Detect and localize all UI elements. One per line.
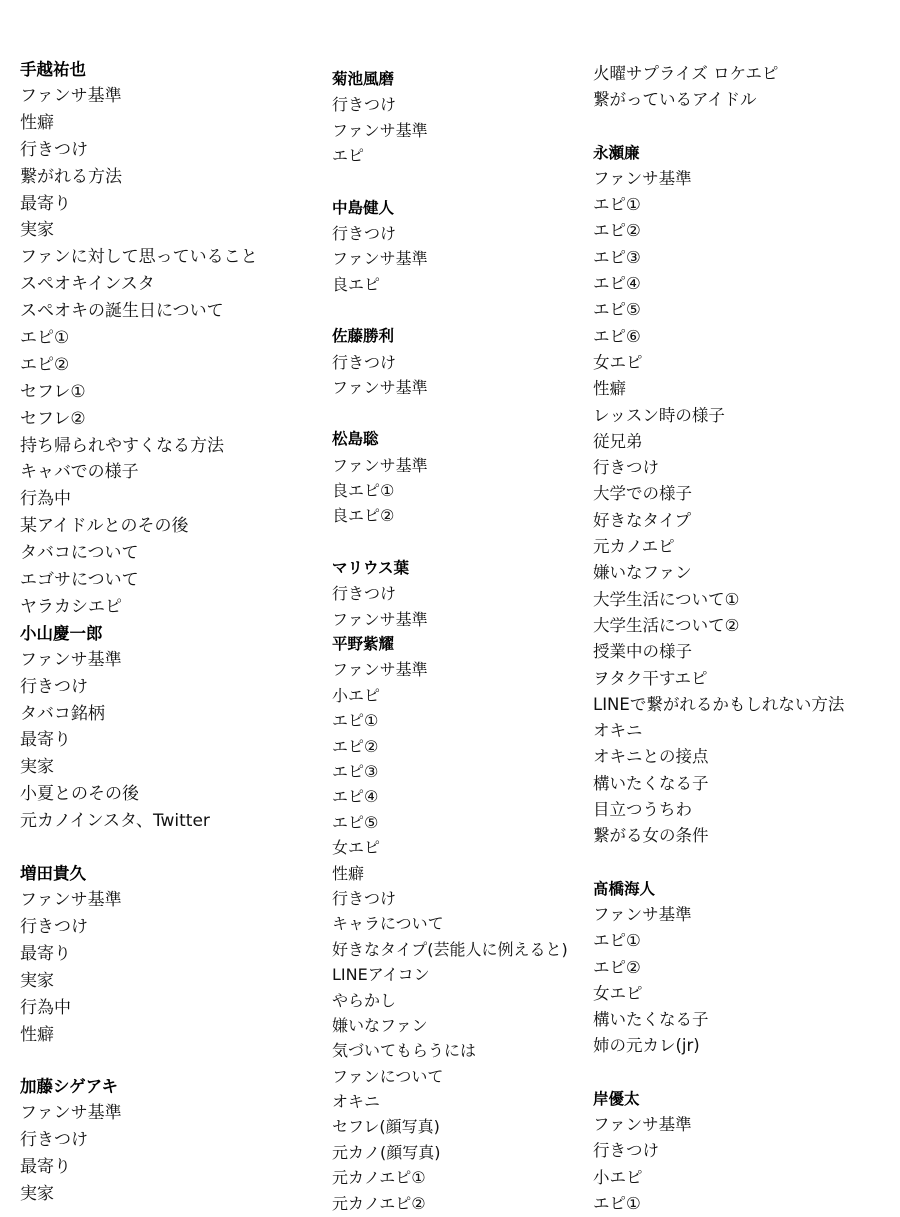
- list-item: 女エピ: [593, 352, 643, 372]
- member-name-heading: 加藤シゲアキ: [20, 1077, 119, 1097]
- list-item: エピ②: [593, 957, 641, 977]
- list-item: 行きつけ: [593, 458, 659, 478]
- list-item: オキニ: [593, 721, 643, 741]
- member-name-heading: 平野紫耀: [332, 635, 395, 654]
- list-item: オキニとの接点: [593, 747, 709, 767]
- list-item: 好きなタイプ(芸能人に例えると): [332, 939, 568, 959]
- list-item: ファンサ基準: [332, 377, 428, 397]
- list-item: 目立つうちわ: [593, 800, 692, 820]
- list-item: 構いたくなる子: [593, 1010, 709, 1030]
- list-item: 従兄弟: [593, 431, 643, 451]
- list-item: 行為中: [20, 489, 71, 510]
- list-item: エピ⑤: [332, 812, 379, 832]
- list-item: 良エピ: [332, 274, 381, 294]
- list-item: LINEで繋がれるかもしれない方法: [593, 694, 845, 714]
- list-item: ファンサ基準: [593, 904, 692, 924]
- list-item: ファンサ基準: [593, 1114, 692, 1134]
- list-item: 性癖: [20, 112, 54, 133]
- list-item: タバコについて: [20, 543, 139, 564]
- list-item: スペオキインスタ: [20, 274, 155, 295]
- list-item: エピ③: [332, 761, 379, 781]
- list-item: キャバでの様子: [20, 462, 139, 483]
- list-item: 繋がっているアイドル: [593, 90, 757, 110]
- list-item: 行きつけ: [20, 916, 88, 937]
- list-item: 大学生活について②: [593, 615, 740, 635]
- list-item: レッスン時の様子: [593, 405, 725, 425]
- member-name-heading: 松島聡: [332, 430, 379, 449]
- list-item: 行きつけ: [332, 223, 397, 243]
- list-item: 繋がる女の条件: [593, 826, 709, 846]
- list-item: ファンについて: [332, 1066, 444, 1086]
- list-item: ファンサ基準: [20, 649, 122, 670]
- list-item: 女エピ: [332, 838, 381, 858]
- list-item: 行きつけ: [593, 1141, 659, 1161]
- member-block-continued: [593, 61, 893, 114]
- list-item: 某アイドルとのその後: [20, 516, 189, 537]
- member-block-nakajima: [332, 196, 582, 298]
- member-block-tegoshi: [20, 57, 300, 621]
- list-item: ファンサ基準: [332, 660, 428, 680]
- member-name-heading: 岸優太: [593, 1089, 640, 1108]
- list-item: 元カノエピ: [593, 537, 675, 557]
- list-item: セフレ①: [20, 381, 86, 402]
- column-3: [593, 61, 893, 1217]
- list-item: 実家: [20, 220, 54, 241]
- member-name-heading: 髙橋海人: [593, 879, 656, 898]
- member-name-heading: 手越祐也: [20, 60, 86, 79]
- list-item: スペオキの誕生日について: [20, 301, 224, 322]
- member-block-kishi: [593, 1086, 893, 1217]
- list-item: 実家: [20, 757, 54, 778]
- list-item: 構いたくなる子: [593, 773, 709, 793]
- list-item: 嫌いなファン: [593, 563, 692, 583]
- list-item: 行為中: [20, 997, 71, 1018]
- list-item: 最寄り: [20, 730, 71, 751]
- list-item: エピ①: [593, 195, 641, 215]
- list-item: ファンサ基準: [332, 455, 428, 475]
- list-item: 実家: [20, 1184, 54, 1205]
- list-item: ファンサ基準: [332, 609, 428, 629]
- list-item: オキニ: [332, 1092, 381, 1112]
- list-item: 最寄り: [20, 1157, 71, 1178]
- list-item: エピ③: [593, 247, 641, 267]
- member-name-heading: 小山慶一郎: [20, 623, 103, 643]
- member-block-hirano: [332, 632, 582, 1216]
- list-item: キャラについて: [332, 914, 444, 934]
- list-item: ファンサ基準: [20, 1103, 122, 1124]
- list-item: 姉の元カレ(jr): [593, 1036, 700, 1056]
- list-item: 嫌いなファン: [332, 1015, 428, 1035]
- list-item: 行きつけ: [20, 139, 88, 160]
- list-item: ファンに対して思っていること: [20, 247, 258, 268]
- list-item: 火曜サプライズ ロケエピ: [593, 64, 779, 83]
- member-name-heading: 菊池風磨: [332, 70, 395, 88]
- list-item: エピ: [332, 146, 365, 166]
- list-item: エゴサについて: [20, 570, 139, 591]
- list-item: 行きつけ: [20, 1130, 88, 1151]
- list-item: 実家: [20, 970, 54, 991]
- list-item: 性癖: [593, 379, 626, 399]
- list-item: 元カノインスタ、Twitter: [20, 811, 210, 832]
- list-item: エピ②: [593, 221, 641, 241]
- list-item: 小エピ: [332, 685, 381, 705]
- list-item: LINEアイコン: [332, 965, 430, 985]
- list-item: エピ①: [593, 931, 641, 951]
- list-item: 最寄り: [20, 193, 71, 214]
- member-name-heading: 佐藤勝利: [332, 327, 395, 346]
- list-item: エピ①: [593, 1193, 641, 1213]
- member-block-nagase: [593, 140, 893, 850]
- list-item: エピ①: [20, 328, 70, 349]
- list-item: 元カノエピ②: [332, 1193, 426, 1213]
- column-2: [332, 67, 582, 1216]
- column-1: [20, 57, 300, 1208]
- list-item: ファンサ基準: [332, 120, 428, 140]
- list-item: 行きつけ: [332, 584, 397, 604]
- member-block-koyama: [20, 621, 300, 835]
- member-block-matsushima: [332, 427, 582, 529]
- list-item: エピ①: [332, 711, 379, 731]
- list-item: 小エピ: [593, 1167, 643, 1187]
- list-item: 大学生活について①: [593, 589, 740, 609]
- list-item: 好きなタイプ: [593, 510, 692, 530]
- list-item: 最寄り: [20, 943, 71, 964]
- member-block-kato: [20, 1074, 300, 1208]
- list-item: セフレ②: [20, 408, 86, 429]
- list-item: 大学での様子: [593, 484, 692, 504]
- list-item: 性癖: [20, 1024, 54, 1045]
- list-item: 行きつけ: [332, 95, 397, 115]
- list-item: 良エピ②: [332, 506, 395, 526]
- list-item: 性癖: [332, 863, 365, 883]
- list-item: ヤラカシエピ: [20, 596, 122, 617]
- list-item: エピ⑥: [593, 326, 641, 346]
- member-name-heading: 永瀬廉: [593, 143, 640, 162]
- list-item: ファンサ基準: [20, 890, 122, 911]
- list-item: 持ち帰られやすくなる方法: [20, 435, 224, 456]
- list-item: 元カノ(顔写真): [332, 1142, 441, 1162]
- member-block-kikuchi: [332, 67, 582, 169]
- list-item: 授業中の様子: [593, 642, 692, 662]
- list-item: 行きつけ: [20, 676, 88, 697]
- member-block-takahashi: [593, 876, 893, 1060]
- list-item: 気づいてもらうには: [332, 1041, 477, 1061]
- member-block-masuda: [20, 861, 300, 1048]
- list-item: セフレ(顔写真): [332, 1117, 440, 1137]
- list-item: 女エピ: [593, 983, 643, 1003]
- list-item: 行きつけ: [332, 352, 397, 372]
- list-item: エピ④: [593, 274, 641, 294]
- list-item: ヲタク干すエピ: [593, 668, 708, 688]
- list-item: 良エピ①: [332, 481, 395, 501]
- list-item: 元カノエピ①: [332, 1168, 426, 1188]
- list-item: タバコ銘柄: [20, 703, 105, 724]
- list-item: やらかし: [332, 990, 397, 1010]
- list-item: ファンサ基準: [20, 86, 122, 106]
- list-item: エピ②: [332, 736, 379, 756]
- list-item: 小夏とのその後: [20, 784, 139, 805]
- member-name-heading: 増田貴久: [20, 864, 86, 884]
- list-item: エピ②: [20, 354, 70, 375]
- member-name-heading: 中島健人: [332, 198, 395, 217]
- member-block-sato: [332, 324, 582, 400]
- list-item: エピ④: [332, 787, 379, 807]
- list-item: ファンサ基準: [332, 249, 428, 269]
- member-block-marius: [332, 556, 582, 632]
- list-item: 繋がれる方法: [20, 166, 122, 187]
- list-item: 行きつけ: [332, 888, 397, 908]
- list-item: ファンサ基準: [593, 168, 692, 188]
- member-name-heading: マリウス葉: [332, 558, 410, 577]
- list-item: エピ⑤: [593, 300, 641, 320]
